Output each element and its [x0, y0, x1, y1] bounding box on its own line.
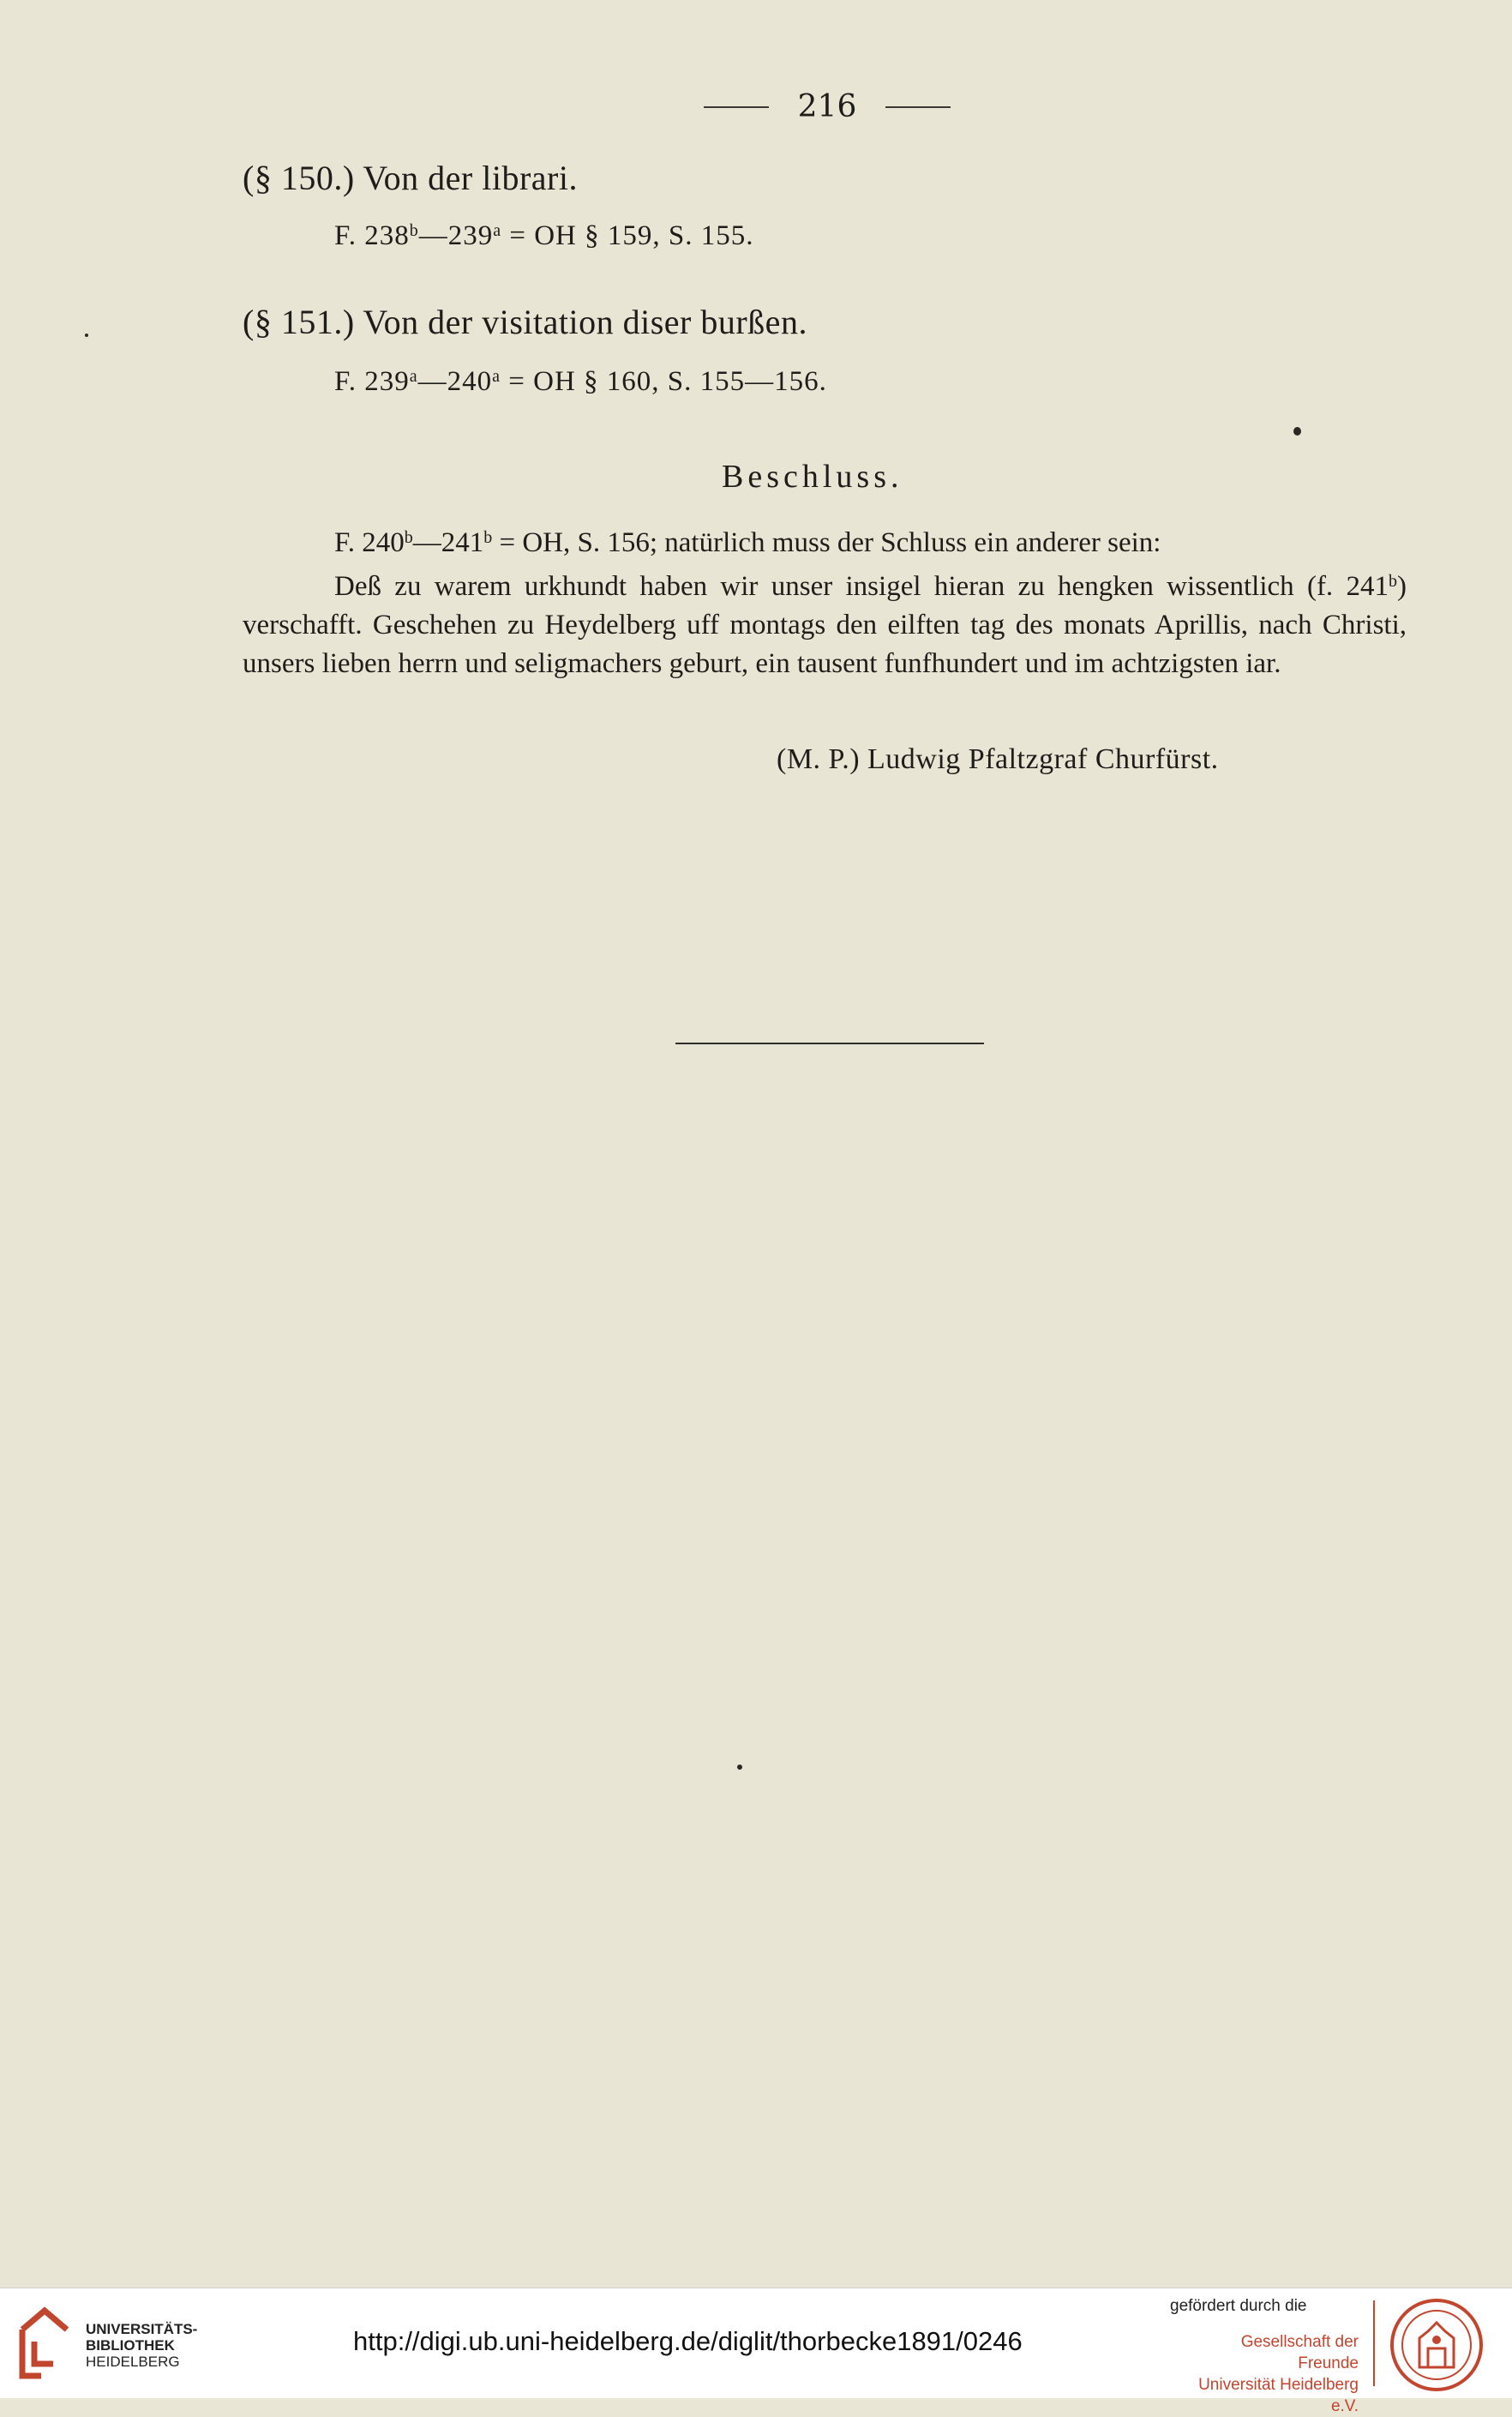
university-seal-icon: [1389, 2297, 1485, 2393]
page-number-dash-right: [885, 106, 951, 108]
section-151-heading: (§ 151.) Von der visitation diser burßen.: [243, 303, 807, 341]
closing-rule: [675, 1043, 984, 1044]
permalink-url[interactable]: http://digi.ub.uni-heidelberg.de/diglit/thorbecke1891/0246: [353, 2326, 1023, 2356]
university-library-logo-icon: [15, 2304, 75, 2383]
sponsor-label: gefördert durch die: [1170, 2297, 1307, 2315]
page-number-dash-left: [704, 106, 769, 108]
beschluss-body: [243, 519, 1407, 683]
section-150-reference: F. $238^b—239^a$ = OH § 159, S. 155.: [334, 220, 754, 251]
section-150-heading: (§ 150.) Von der librari.: [243, 159, 578, 197]
print-speck: [1293, 427, 1301, 436]
section-151-reference: F. $239^a—240^a$ = OH § 160, S. 155—156.: [334, 366, 827, 397]
beschluss-heading: Beschluss.: [722, 459, 903, 495]
beschluss-reference-line: F. $240^b—241^b$ = OH, S. 156; natürlich muss der Schluss ein anderer sein:: [334, 527, 1161, 558]
sponsor-name: Gesellschaft der Freunde Universität Heidelberg e.V.: [1198, 2333, 1359, 2415]
sponsor-divider: [1373, 2300, 1375, 2386]
signature-line: (M. P.) Ludwig Pfaltzgraf Churfürst.: [777, 743, 1219, 775]
print-speck: [85, 334, 88, 337]
page-number-row: [703, 89, 951, 124]
page-number: 216: [797, 89, 857, 124]
beschluss-paragraph: Deß zu warem urkhundt haben wir unser insigel hieran zu hengken wissentlich (f. 241$^b$) verschafft. Geschehen zu Heydelberg uff montags den eilften tag des monats Aprillis, nach Christi, unsers lieben herrn und seligmachers geburt, ein tausent funfhundert und im achtzigsten iar.: [243, 571, 1407, 679]
footer-bar: [0, 2288, 1512, 2415]
university-library-name: UNIVERSITÄTS- BIBLIOTHEK HEIDELBERG: [86, 2321, 198, 2370]
print-speck: [737, 1765, 742, 1770]
